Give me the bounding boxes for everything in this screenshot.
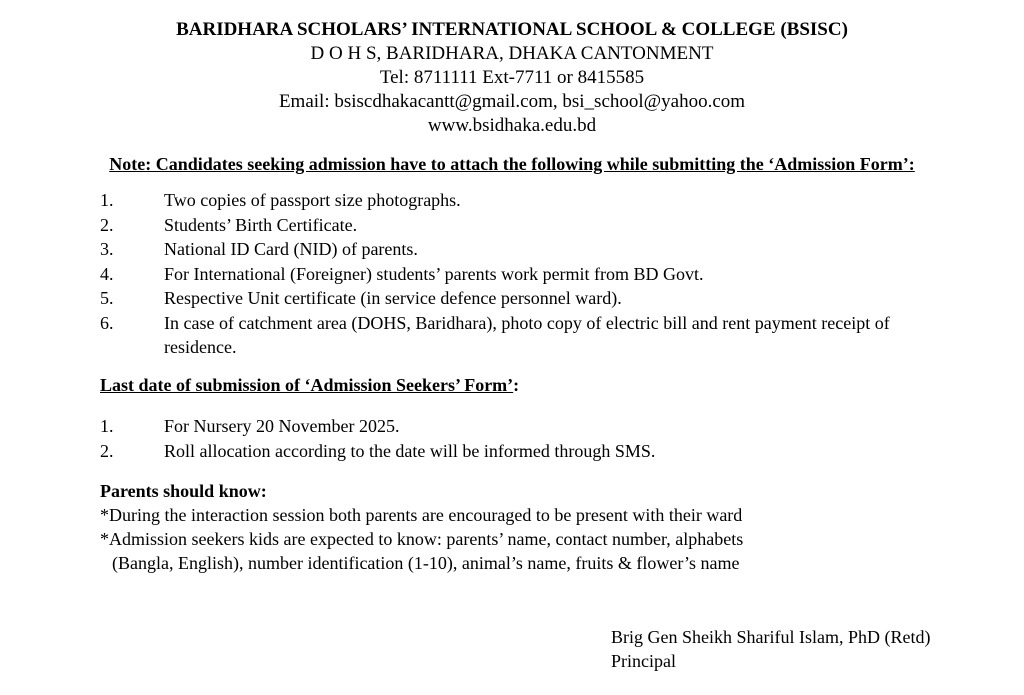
parents-line-interaction: *During the interaction session both parents are encouraged to be present with their ward — [100, 505, 743, 525]
list-item-number: 1. — [100, 416, 114, 436]
list-item-text: Roll allocation according to the date will be informed through SMS. — [164, 440, 656, 461]
parents-line-expectations-cont: (Bangla, English), number identification (1-10), animal’s name, fruits & flower’s name — [112, 553, 740, 573]
deadline-heading — [100, 374, 519, 396]
list-item-number: 6. — [100, 312, 114, 333]
list-item-number: 4. — [100, 263, 114, 284]
signatory-name: Brig Gen Sheikh Shariful Islam, PhD (Retd) — [611, 627, 931, 647]
list-item-text: In case of catchment area (DOHS, Baridhara), photo copy of electric bill and rent payment receipt of residence. — [164, 312, 890, 357]
list-item — [100, 262, 960, 287]
list-item-number: 2. — [100, 214, 114, 235]
parents-heading: Parents should know: — [100, 481, 267, 501]
list-item-text: For International (Foreigner) students’ parents work permit from BD Govt. — [164, 263, 704, 284]
list-item-text: Respective Unit certificate (in service defence personnel ward). — [164, 288, 622, 308]
school-phone: Tel: 8711111 Ext-7711 or 8415585 — [379, 67, 645, 88]
list-item-text: Students’ Birth Certificate. — [164, 214, 358, 235]
list-item-number: 2. — [100, 440, 114, 461]
list-item-number: 3. — [100, 239, 114, 259]
school-website: www.bsidhaka.edu.bd — [427, 115, 597, 136]
deadline-heading-colon: : — [513, 375, 520, 395]
list-item — [100, 188, 960, 213]
list-item — [100, 237, 960, 262]
list-item — [100, 439, 960, 464]
parents-section — [100, 479, 980, 575]
list-item — [100, 414, 960, 439]
signatory-title: Principal — [611, 651, 676, 671]
list-item — [100, 286, 960, 311]
list-item-text: National ID Card (NID) of parents. — [164, 239, 418, 259]
list-item — [100, 213, 960, 238]
deadline-heading-text: Last date of submission of ‘Admission Seekers’ Form’ — [100, 375, 514, 395]
letterhead — [0, 18, 1024, 138]
deadline-list — [100, 414, 960, 463]
attachment-list — [100, 188, 960, 360]
list-item-number: 5. — [100, 288, 114, 308]
parents-line-expectations: *Admission seekers kids are expected to know: parents’ name, contact number, alphabets — [100, 529, 744, 549]
list-item-text: Two copies of passport size photographs. — [164, 190, 461, 210]
list-item-number: 1. — [100, 190, 114, 210]
note-heading: Note: Candidates seeking admission have to attach the following while submitting the ‘Admission Form’: — [109, 154, 915, 174]
school-email: Email: bsiscdhakacantt@gmail.com, bsi_school@yahoo.com — [278, 91, 746, 112]
signature-block — [611, 625, 930, 673]
list-item-text: For Nursery 20 November 2025. — [164, 416, 400, 436]
school-name: BARIDHARA SCHOLARS’ INTERNATIONAL SCHOOL & COLLEGE (BSISC) — [176, 19, 848, 40]
list-item — [100, 311, 960, 360]
school-address: D O H S, BARIDHARA, DHAKA CANTONMENT — [310, 43, 714, 64]
